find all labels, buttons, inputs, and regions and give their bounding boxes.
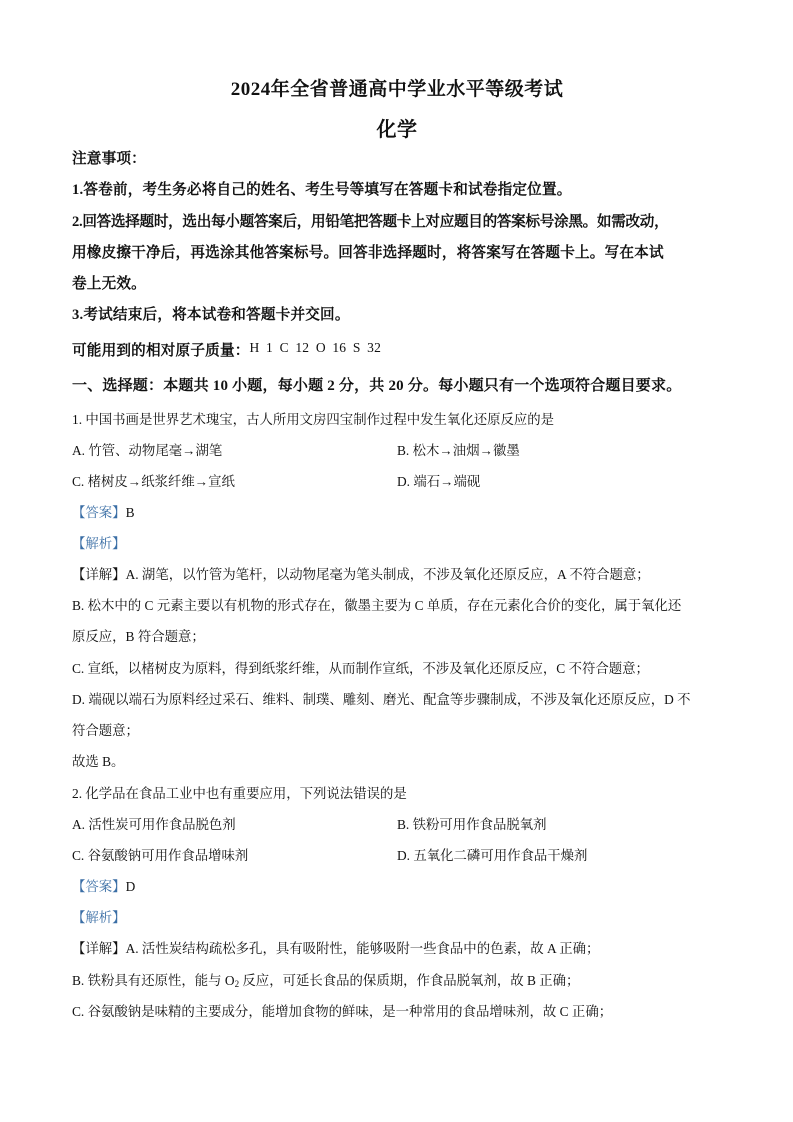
- notice-heading: 注意事项：: [72, 151, 146, 167]
- notice-item-2: 2.回答选择题时，选出每小题答案后，用铅笔把答题卡上对应题目的答案标号涂黑。如需改动，: [72, 214, 669, 230]
- notice-item-2-end: 卷上无效。: [72, 276, 146, 292]
- question-1-detail-c: C. 宣纸，以楮树皮为原料，得到纸浆纤维，从而制作宣纸，不涉及氧化还原反应，C 不符合题意；: [72, 661, 649, 676]
- question-1-detail-b-cont: 原反应，B 符合题意；: [72, 629, 205, 644]
- question-1-stem: 1. 中国书画是世界艺术瑰宝，古人所用文房四宝制作过程中发生氧化还原反应的是: [72, 412, 555, 427]
- question-1-detail-d: D. 端砚以端石为原料经过采石、维料、制璞、雕刻、磨光、配盒等步骤制成，不涉及氧化还原反应，D 不: [72, 692, 691, 707]
- exam-title: 2024年全省普通高中学业水平等级考试: [230, 79, 564, 100]
- question-2-answer: [72, 879, 135, 895]
- question-2-detail-a: 【详解】A. 活性炭结构疏松多孔，具有吸附性，能够吸附一些食品中的色素，故 A 正确；: [72, 941, 600, 956]
- question-1-analysis-tag: 【解析】: [72, 536, 126, 551]
- question-2-analysis-tag: 【解析】: [72, 910, 126, 925]
- question-1-detail-d-cont: 符合题意；: [72, 723, 139, 738]
- notice-item-1: 1.答卷前，考生务必将自己的姓名、考生号等填写在答题卡和试卷指定位置。: [72, 182, 572, 198]
- question-2-option-a: A. 活性炭可用作食品脱色剂: [72, 817, 236, 832]
- atomic-mass-label: 可能用到的相对原子质量：: [72, 343, 250, 359]
- notice-item-3: 3.考试结束后，将本试卷和答题卡并交回。: [72, 307, 350, 323]
- question-1-answer: [72, 505, 135, 521]
- detail-tag: 【详解】: [72, 941, 126, 956]
- atomic-mass-values: H 1 C 12 O 16 S 32: [249, 340, 382, 355]
- atomic-mass-line: [72, 340, 382, 359]
- notice-item-2-cont: 用橡皮擦干净后，再选涂其他答案标号。回答非选择题时，将答案写在答题卡上。写在本试: [72, 245, 664, 261]
- question-1-option-d: D. 端石→端砚: [397, 474, 481, 489]
- answer-tag: 【答案】: [72, 879, 126, 894]
- oxygen-formula: $O_2$: [224, 973, 240, 989]
- subject-title: 化学: [376, 119, 418, 141]
- question-2-option-d: D. 五氧化二磷可用作食品干燥剂: [397, 848, 588, 863]
- detail-tag: 【详解】: [72, 567, 126, 582]
- question-1-conclusion: 故选 B。: [72, 754, 125, 769]
- question-2-option-c: C. 谷氨酸钠可用作食品增味剂: [72, 848, 249, 863]
- question-2-detail-b: B. 铁粉具有还原性，能与 $O_2$ 反应，可延长食品的保质期，作食品脱氧剂，故 B 正确；: [72, 973, 580, 989]
- question-1-detail-a: 【详解】A. 湖笔，以竹管为笔杆，以动物尾毫为笔头制成，不涉及氧化还原反应，A 不符合题意；: [72, 567, 650, 582]
- section-heading: 一、选择题：本题共 10 小题，每小题 2 分，共 20 分。每小题只有一个选项符合题目要求。: [72, 378, 682, 394]
- question-1-option-c: C. 楮树皮→纸浆纤维→宣纸: [72, 474, 235, 489]
- question-2-stem: 2. 化学品在食品工业中也有重要应用，下列说法错误的是: [72, 786, 407, 801]
- answer-value: D: [125, 879, 136, 894]
- answer-tag: 【答案】: [72, 505, 126, 520]
- question-2-option-b: B. 铁粉可用作食品脱氧剂: [397, 817, 547, 832]
- question-1-option-b: B. 松木→油烟→徽墨: [397, 443, 520, 458]
- answer-value: B: [125, 505, 135, 520]
- question-1-option-a: A. 竹管、动物尾毫→湖笔: [72, 443, 223, 458]
- question-2-detail-c: C. 谷氨酸钠是味精的主要成分，能增加食物的鲜味，是一种常用的食品增味剂，故 C 正确；: [72, 1004, 613, 1019]
- question-1-detail-b: B. 松木中的 C 元素主要以有机物的形式存在，徽墨主要为 C 单质，存在元素化合价的变化，属于氧化还: [72, 598, 682, 613]
